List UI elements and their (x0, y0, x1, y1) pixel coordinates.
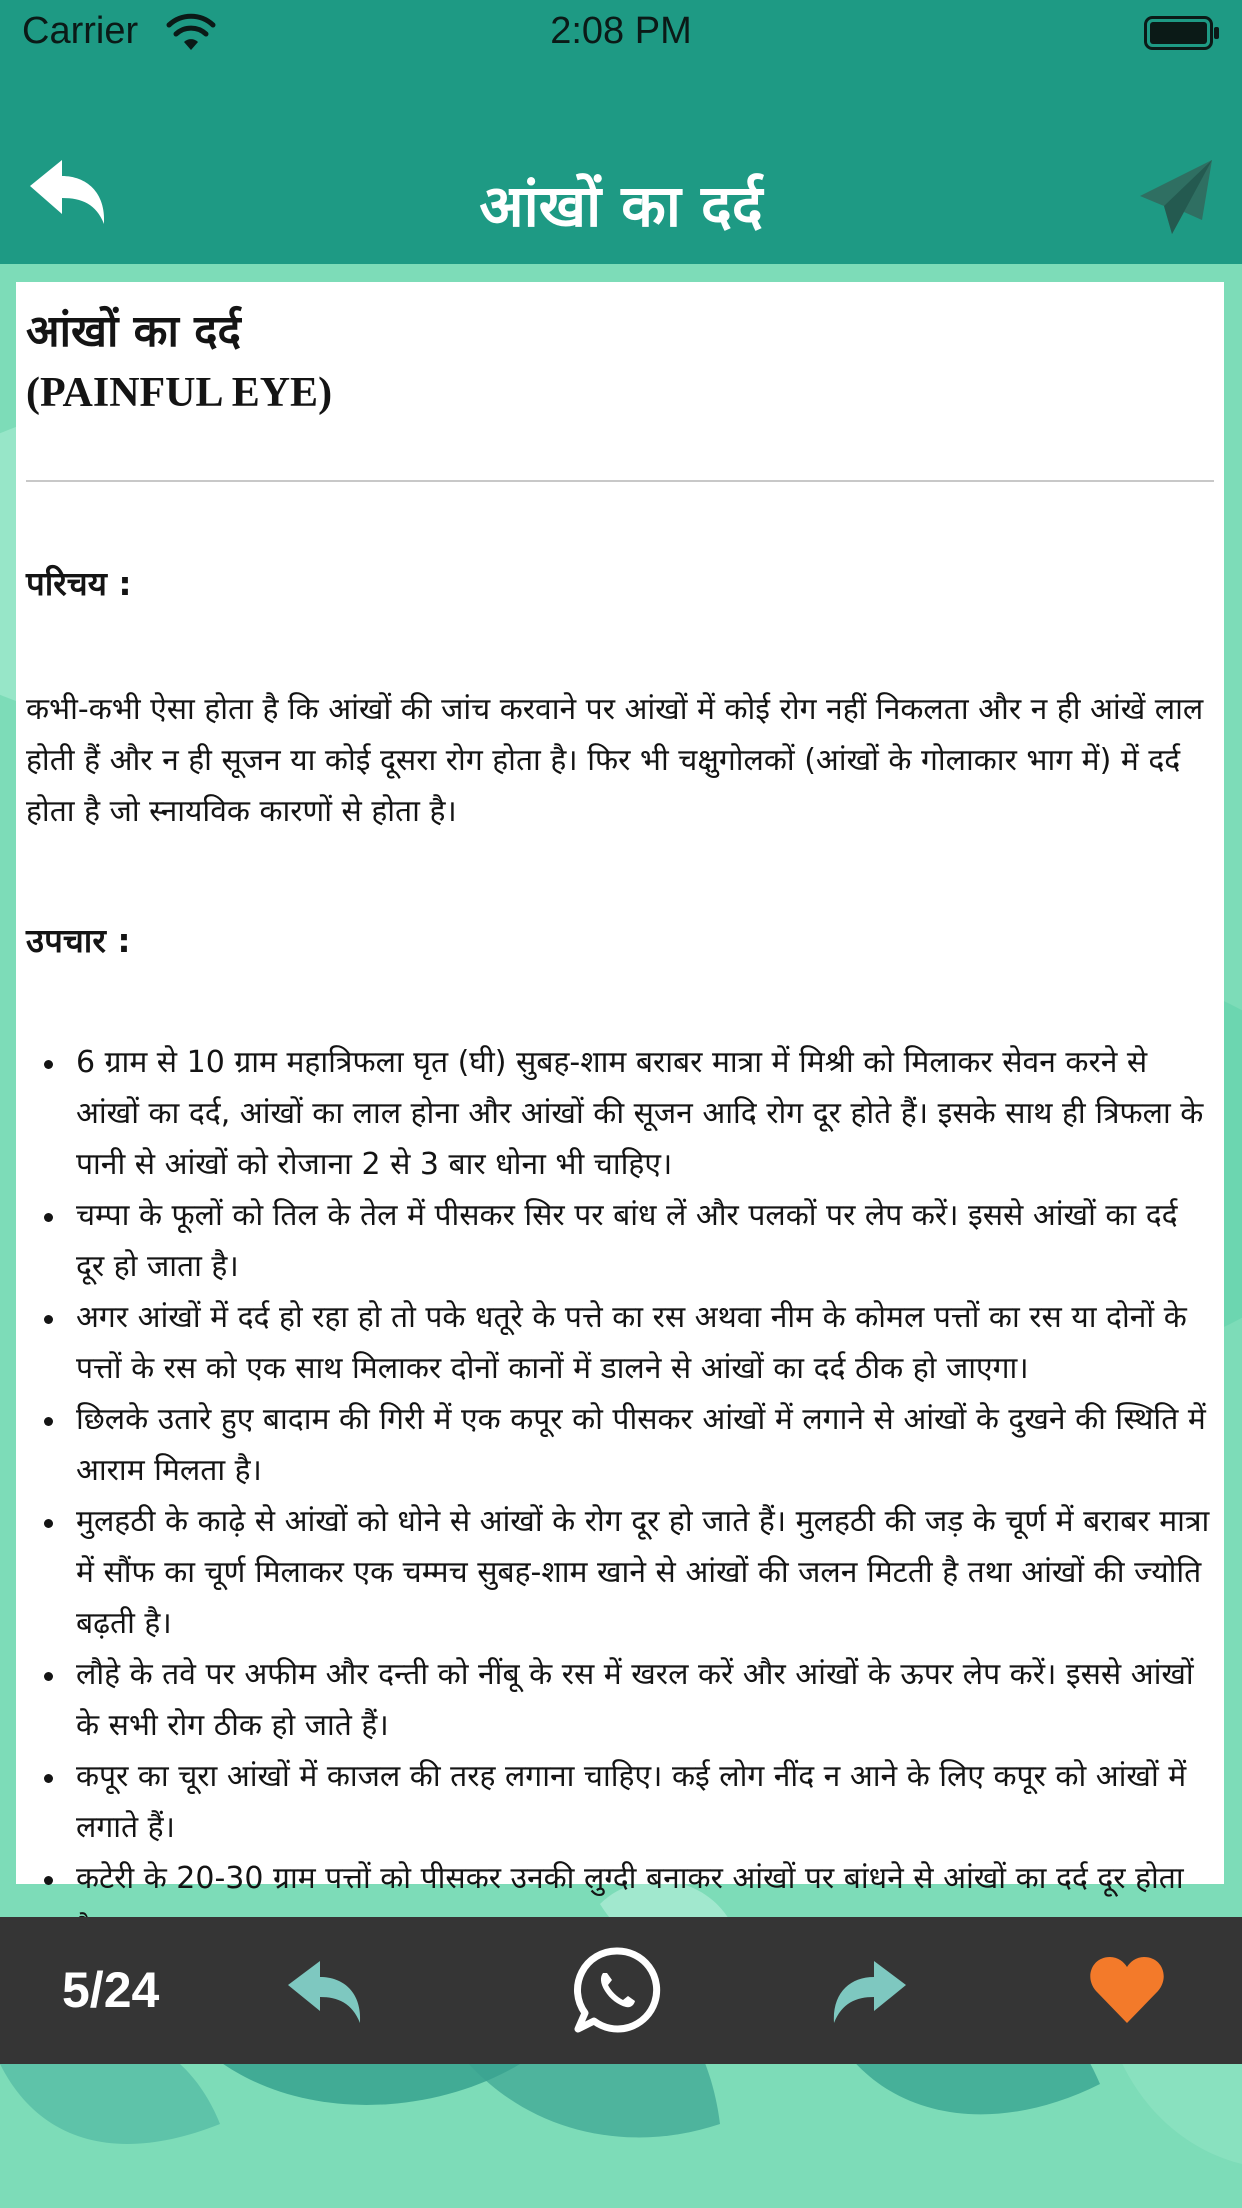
article-scroll-area[interactable] (16, 282, 1224, 1955)
list-item: कटेरी के 20-30 ग्राम पत्तों को पीसकर उनकी लुग्दी बनाकर आंखों पर बांधने से आंखों का दर्द दूर होता (26, 1853, 1214, 1955)
forward-arrow-icon (830, 1957, 910, 2027)
reply-arrow-icon (284, 1957, 364, 2027)
clock: 2:08 PM (550, 10, 692, 52)
status-bar (0, 0, 1242, 66)
list-item: मुलहठी के काढ़े से आंखों को धोने से आंखों के रोग दूर हो जाते हैं। मुलहठी की जड़ के चूर्ण में बराबर मात्रा में सौंफ का चूर्ण मिलाकर एक चम्मच सुबह-शाम खाने से आंखों की जलन मिटती है तथा आंखों की ज्योति बढ़ती है। (26, 1496, 1214, 1649)
list-item: 6 ग्राम से 10 ग्राम महात्रिफला घृत (घी) सुबह-शाम बराबर मात्रा में मिश्री को मिलाकर सेवन करने से आंखों का दर्द, आंखों का लाल होना और आंखों की सूजन आदि रोग दूर होते हैं। इसके साथ ही त्रिफला के पानी से आंखों को रोजाना 2 से 3 बार धोना भी चाहिए। (26, 1037, 1214, 1190)
divider (26, 480, 1214, 482)
nav-bar (0, 66, 1242, 264)
page-counter: 5/24 (62, 1962, 160, 2018)
article-card (16, 282, 1224, 1896)
heart-icon (1088, 1955, 1166, 2025)
article-subtitle: (PAINFUL EYE) (26, 370, 333, 416)
next-button[interactable] (830, 1957, 910, 2027)
article-title: आंखों का दर्द (26, 306, 241, 357)
remedy-list (26, 1037, 1214, 1955)
remedy-heading: उपचार : (26, 921, 131, 960)
whatsapp-share-button[interactable] (572, 1945, 662, 2035)
whatsapp-icon (572, 1945, 662, 2035)
list-item: अगर आंखों में दर्द हो रहा हो तो पके धतूरे के पत्ते का रस अथवा नीम के कोमल पत्तों का रस या दोनों के पत्तों के रस को एक साथ मिलाकर दोनों कानों में डालने से आंखों का दर्द ठीक हो जाएगा। (26, 1292, 1214, 1394)
intro-paragraph: कभी-कभी ऐसा होता है कि आंखों की जांच करवाने पर आंखों में कोई रोग नहीं निकलता और न ही आंखें लाल होती हैं और न ही सूजन या कोई दूसरा रोग होता है। फिर भी चक्षुगोलकों (आंखों के गोलाकार भाग में) में दर्द होता है जो स्नायविक कारणों से होता है। (26, 692, 1204, 829)
list-item: लौहे के तवे पर अफीम और दन्ती को नींबू के रस में खरल करें और आंखों के ऊपर लेप करें। इससे आंखों के सभी रोग ठीक हो जाते हैं। (26, 1649, 1214, 1751)
battery-icon (1144, 16, 1220, 50)
intro-heading: परिचय : (26, 564, 132, 603)
bottom-toolbar (0, 1917, 1242, 2064)
carrier-label: Carrier (22, 10, 139, 52)
list-item: कपूर का चूरा आंखों में काजल की तरह लगाना चाहिए। कई लोग नींद न आने के लिए कपूर को आंखों में लगाते हैं। (26, 1751, 1214, 1853)
share-button[interactable] (1138, 158, 1214, 236)
paper-plane-icon (1138, 158, 1214, 236)
list-item: चम्पा के फूलों को तिल के तेल में पीसकर सिर पर बांध लें और पलकों पर लेप करें। इससे आंखों का दर्द दूर हो जाता है। (26, 1190, 1214, 1292)
page-title: आंखों का दर्द (479, 172, 763, 240)
favorite-button[interactable] (1088, 1955, 1166, 2025)
previous-button[interactable] (284, 1957, 364, 2027)
list-item: छिलके उतारे हुए बादाम की गिरी में एक कपूर को पीसकर आंखों में लगाने से आंखों के दुखने की स्थिति में आराम मिलता है। (26, 1394, 1214, 1496)
